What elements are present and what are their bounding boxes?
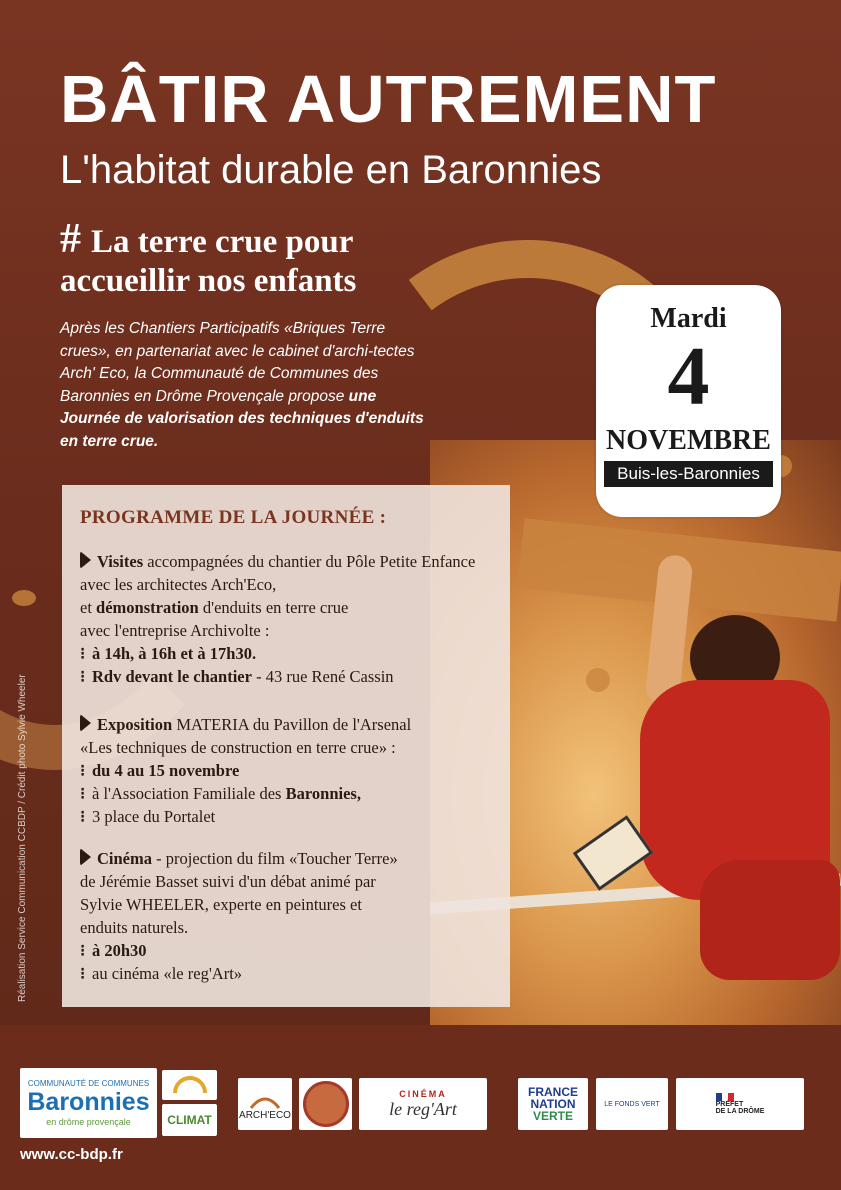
poster-title: BÂTIR AUTREMENT <box>60 62 717 137</box>
fonds-vert-logo[interactable]: LE FONDS VERT <box>596 1078 668 1130</box>
theme-heading <box>60 216 357 301</box>
visites-text: avec l'entreprise Archivolte : <box>80 621 270 640</box>
seal-logo[interactable] <box>299 1078 352 1130</box>
cinema-text: - projection du film «Toucher Terre» <box>152 849 398 868</box>
climat-logo[interactable]: CLIMAT <box>162 1104 217 1136</box>
poster-subtitle: L'habitat durable en Baronnies <box>60 148 602 192</box>
arrow-icon <box>80 714 91 732</box>
bullet-dots-icon: ⁝ <box>80 807 86 826</box>
baronnies-logo[interactable] <box>20 1068 157 1138</box>
programme-visites <box>80 550 500 688</box>
arrow-icon <box>80 848 91 866</box>
theme-line-1: La terre crue pour <box>91 224 354 260</box>
intro-highlight: une Journée de valorisation des techniques d'enduits en terre crue. <box>60 387 424 450</box>
cinema-logo-top: CINÉMA <box>399 1088 447 1099</box>
exposition-dates: du 4 au 15 novembre <box>92 761 240 780</box>
exposition-address: 3 place du Portalet <box>92 807 216 826</box>
demonstration-label: démonstration <box>96 598 199 617</box>
prefet-line: DE LA DRÔME <box>715 1108 765 1115</box>
arch-eco-logo[interactable] <box>238 1078 292 1130</box>
hashtag-icon: # <box>60 216 81 262</box>
france-logo-line: NATION <box>530 1097 576 1111</box>
prefet-line: PRÉFET <box>715 1101 744 1108</box>
france-logo-line: FRANCE <box>528 1085 578 1099</box>
website-link[interactable]: www.cc-bdp.fr <box>20 1146 123 1163</box>
exposition-text: MATERIA du Pavillon de l'Arsenal <box>172 715 412 734</box>
programme-exposition <box>80 713 505 828</box>
date-card <box>596 285 781 517</box>
house-icon <box>248 1088 282 1110</box>
exposition-place-bold: Baronnies, <box>285 784 361 803</box>
bullet-dots-icon: ⁝ <box>80 784 86 803</box>
rdv-address: - 43 rue René Cassin <box>251 667 394 686</box>
exposition-place: à l'Association Familiale des <box>92 784 286 803</box>
cinema-text: de Jérémie Basset suivi d'un débat animé par <box>80 872 376 891</box>
cinema-venue: au cinéma «le reg'Art» <box>92 964 243 983</box>
exposition-text: «Les techniques de construction en terre crue» : <box>80 738 396 757</box>
france-logo-line: VERTE <box>532 1109 573 1123</box>
cinema-text: Sylvie WHEELER, experte en peintures et <box>80 895 362 914</box>
bullet-dots-icon: ⁝ <box>80 941 86 960</box>
earth-drip <box>586 668 610 692</box>
prefet-drome-logo[interactable] <box>676 1078 804 1130</box>
visites-text: et <box>80 598 97 617</box>
earth-drip <box>12 590 36 606</box>
visites-text: accompagnées du chantier du Pôle Petite Enfance avec les architectes Arch'Eco, <box>80 552 476 594</box>
visites-label: Visites <box>97 552 144 571</box>
flag-icon <box>716 1093 734 1101</box>
rdv-label: Rdv devant le chantier <box>92 667 252 686</box>
cinema-logo-main: le reg'Art <box>389 1098 457 1119</box>
bullet-dots-icon: ⁝ <box>80 964 86 983</box>
visites-times: à 14h, à 16h et à 17h30. <box>92 644 257 663</box>
programme-heading: PROGRAMME DE LA JOURNÉE : <box>80 507 387 528</box>
arrow-icon <box>80 551 91 569</box>
arch-eco-label: ARCH'ECO <box>239 1109 291 1121</box>
intro-text: Après les Chantiers Participatifs «Briques Terre crues», en partenariat avec le cabinet d'archi-tectes Arch' Eco, la Communauté de Communes des Baronnies en Drôme Provençale propose <box>60 320 415 405</box>
cinema-text: enduits naturels. <box>80 918 189 937</box>
bullet-dots-icon: ⁝ <box>80 761 86 780</box>
programme-box <box>62 485 510 1007</box>
prefet-logo-text <box>716 1093 765 1115</box>
bullet-dots-icon: ⁝ <box>80 644 86 663</box>
cinema-label: Cinéma <box>97 849 152 868</box>
theme-line-2: accueillir nos enfants <box>60 263 357 299</box>
cinema-time: à 20h30 <box>92 941 147 960</box>
baronnies-logo-main: Baronnies <box>27 1088 150 1116</box>
date-number: 4 <box>667 330 710 423</box>
date-place: Buis-les-Baronnies <box>604 461 773 487</box>
baronnies-logo-top: COMMUNAUTÉ DE COMMUNES <box>27 1079 150 1088</box>
visites-text: d'enduits en terre crue <box>198 598 349 617</box>
partner-logo[interactable] <box>162 1070 217 1100</box>
intro-paragraph <box>60 318 440 453</box>
cinema-reg-art-logo[interactable] <box>359 1078 487 1130</box>
date-day: Mardi <box>650 303 727 334</box>
france-nation-verte-logo[interactable] <box>518 1078 588 1130</box>
programme-cinema <box>80 847 505 985</box>
date-month: NOVEMBRE <box>606 425 771 456</box>
baronnies-logo-sub: en drôme provençale <box>46 1117 131 1127</box>
worker-leg-illustration <box>700 860 840 980</box>
seal-icon <box>303 1081 349 1127</box>
bullet-dots-icon: ⁝ <box>80 667 86 686</box>
photo-credit: Réalisation Service Communication CCBDP / Crédit photo Sylvie Wheeler <box>17 674 28 1002</box>
exposition-label: Exposition <box>97 715 173 734</box>
sun-icon <box>170 1075 210 1095</box>
